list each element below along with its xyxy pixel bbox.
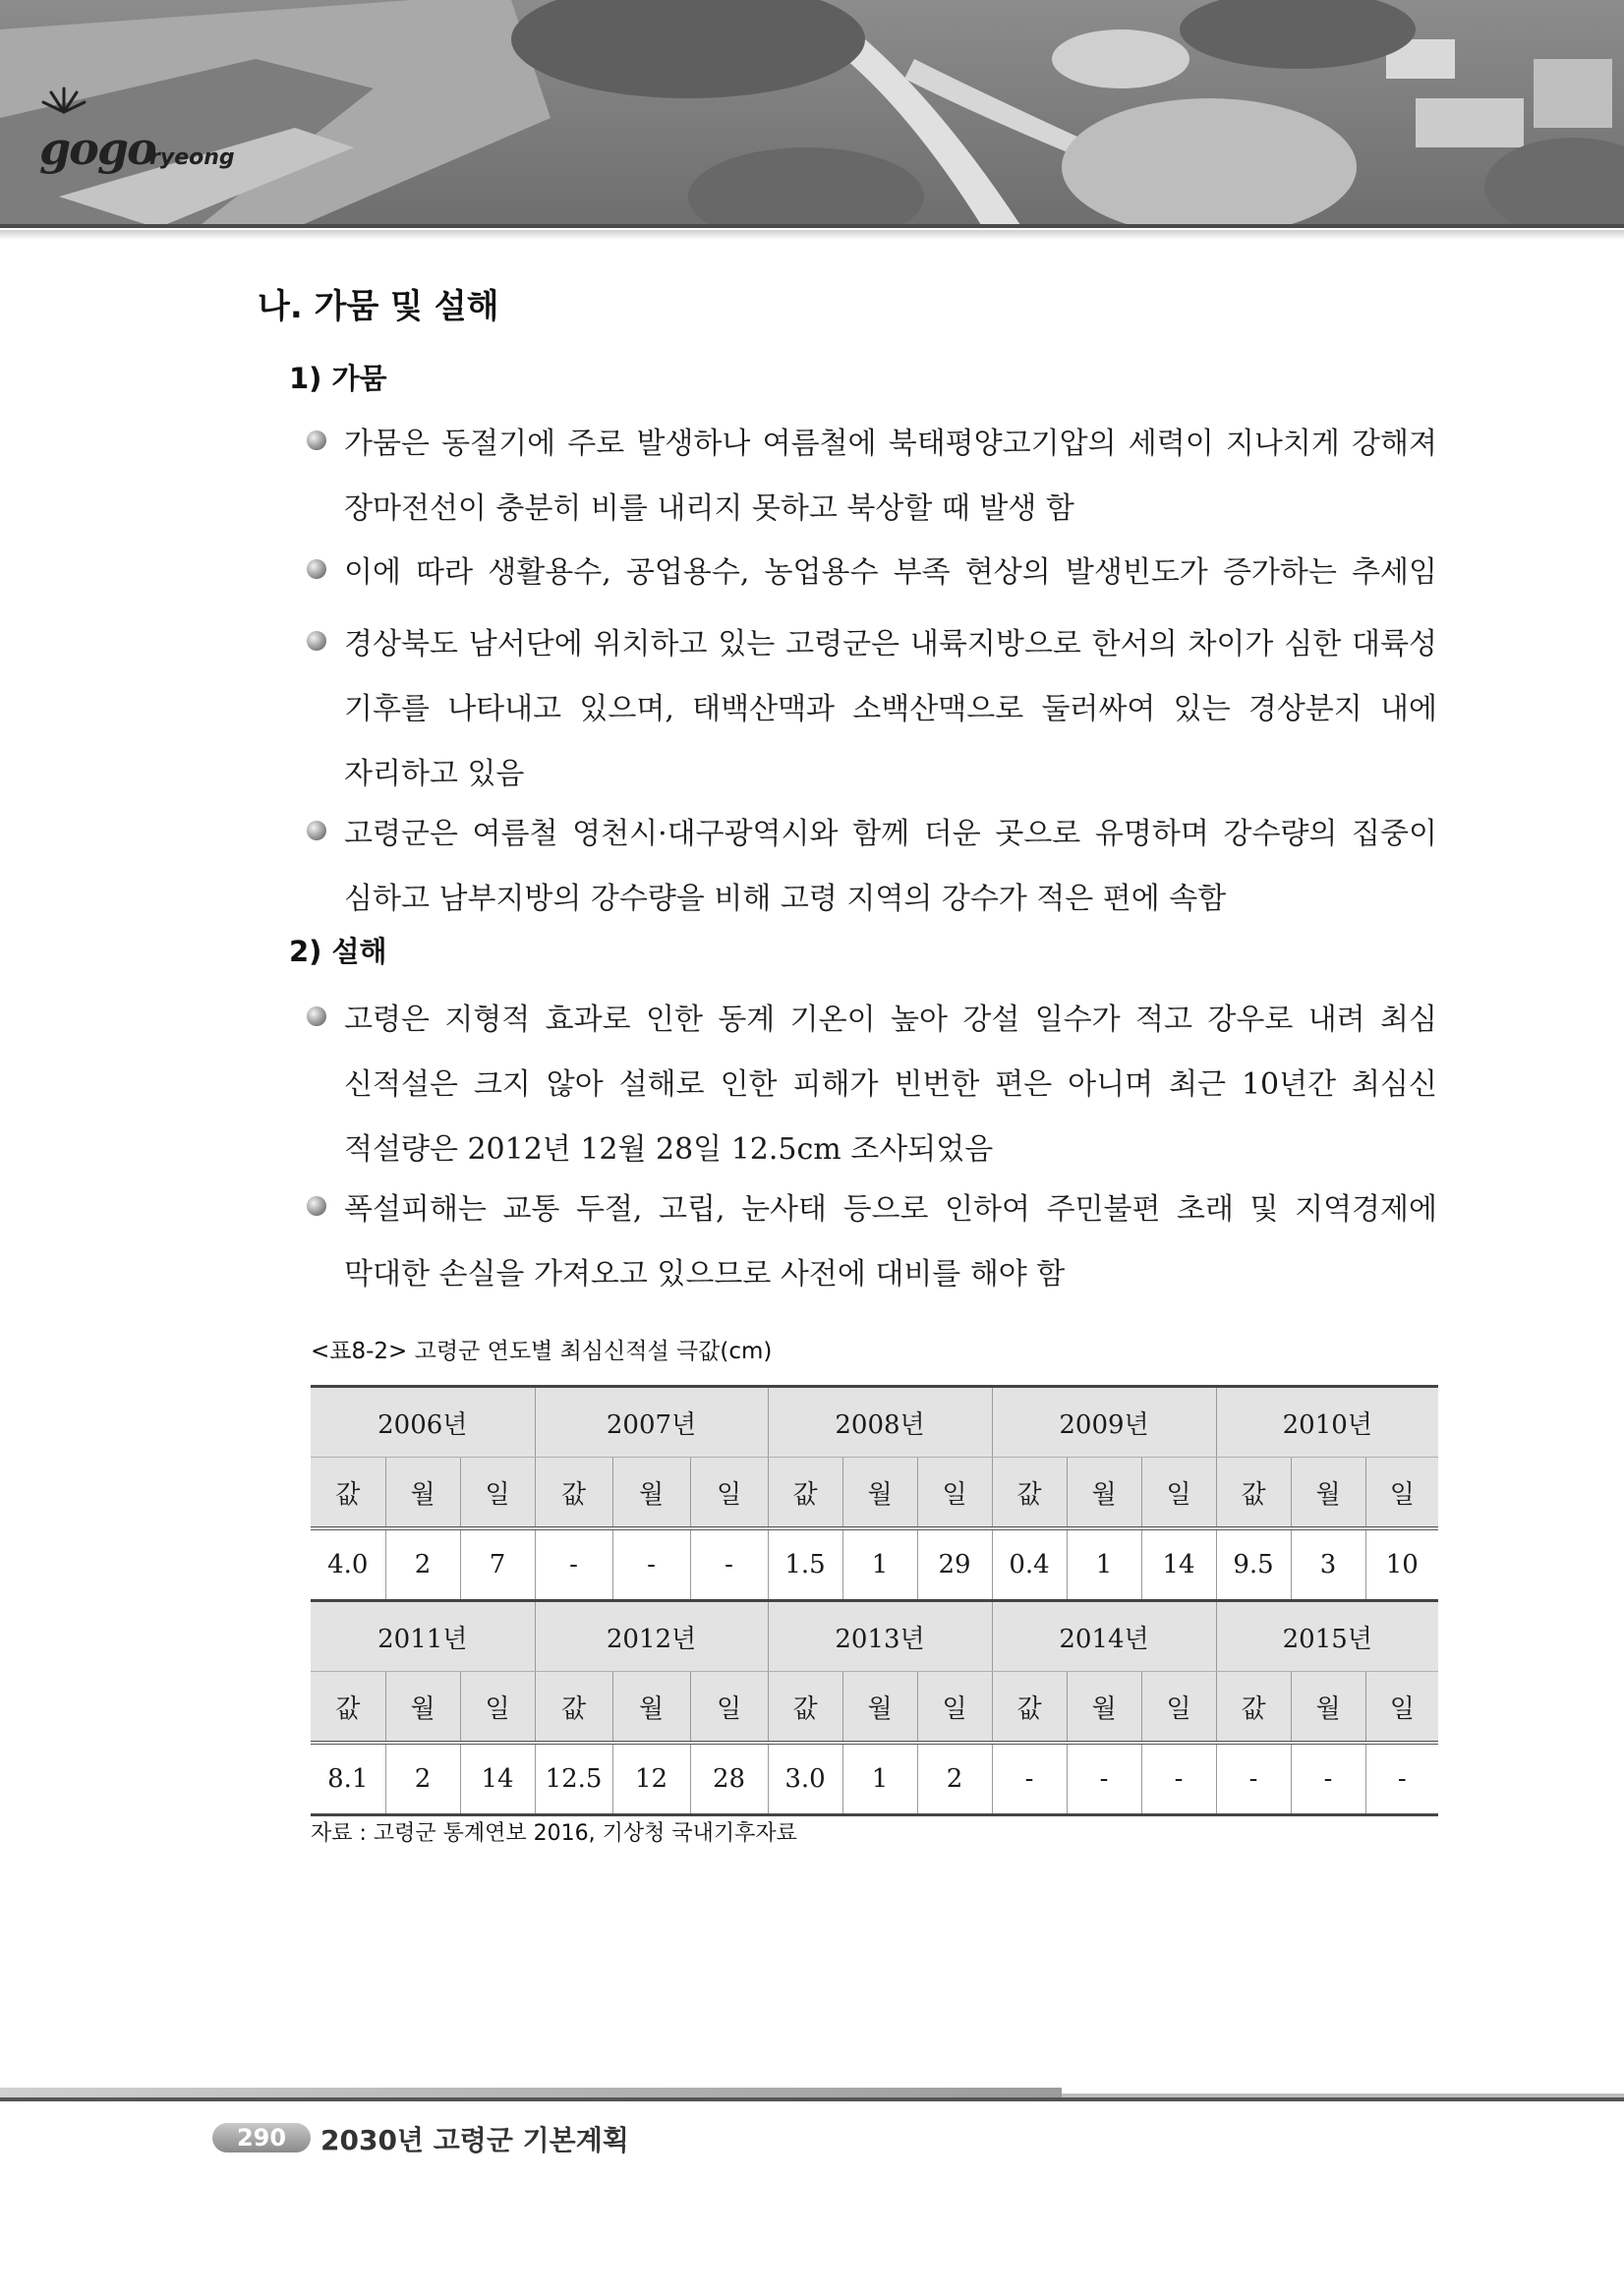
col-header-day: 일 <box>1365 1672 1438 1744</box>
table-year-row <box>311 1601 1438 1672</box>
table-cell: 8.1 <box>311 1743 385 1815</box>
table-header-row <box>311 1458 1438 1529</box>
bullet-text-line: 가뭄은 동절기에 주로 발생하나 여름철에 북태평양고기압의 세력이 지나치게 강해져 <box>344 427 1437 461</box>
col-header-day: 일 <box>460 1458 535 1529</box>
table-cell: 28 <box>690 1743 768 1815</box>
footer-bar <box>0 2088 1062 2097</box>
bullet-text-line: 신적설은 크지 않아 설해로 인한 피해가 빈번한 편은 아니며 최근 10년간 최심신 <box>344 1067 1437 1102</box>
table-cell: - <box>1216 1743 1291 1815</box>
table-cell: 1 <box>842 1528 917 1601</box>
table-cell: 1 <box>1067 1528 1141 1601</box>
table-year-row <box>311 1387 1438 1458</box>
year-cell: 2006년 <box>311 1387 535 1458</box>
footer-doc-title: 2030년 고령군 기본계획 <box>320 2124 629 2156</box>
header-shadow <box>0 230 1624 240</box>
page-number: 290 <box>212 2123 311 2152</box>
col-header-value: 값 <box>768 1458 842 1529</box>
footer-rule <box>0 2097 1624 2101</box>
year-cell: 2007년 <box>535 1387 768 1458</box>
table-cell: 1 <box>842 1743 917 1815</box>
table-cell: 9.5 <box>1216 1528 1291 1601</box>
bullet-text-line: 이에 따라 생활용수, 공업용수, 농업용수 부족 현상의 발생빈도가 증가하는 추세임 <box>344 555 1437 590</box>
table-cell: 10 <box>1365 1528 1438 1601</box>
col-header-value: 값 <box>535 1458 612 1529</box>
table-cell: - <box>1141 1743 1216 1815</box>
bullet-icon <box>307 559 326 579</box>
header-rule <box>0 224 1624 228</box>
table-cell: 2 <box>385 1743 460 1815</box>
year-cell: 2015년 <box>1216 1601 1438 1672</box>
subsection-title-snow: 2) 설해 <box>289 935 387 968</box>
col-header-day: 일 <box>690 1458 768 1529</box>
table-cell: 2 <box>917 1743 992 1815</box>
bullet-icon <box>307 1006 326 1026</box>
table-cell: - <box>1291 1743 1365 1815</box>
table-cell: 3 <box>1291 1528 1365 1601</box>
col-header-day: 일 <box>917 1458 992 1529</box>
bullet-text-line: 고령은 지형적 효과로 인한 동계 기온이 높아 강설 일수가 적고 강우로 내려 최심 <box>344 1003 1437 1037</box>
col-header-value: 값 <box>311 1458 385 1529</box>
table-source: 자료 : 고령군 통계연보 2016, 기상청 국내기후자료 <box>311 1821 797 1846</box>
logo-text: gogo <box>39 122 155 175</box>
table-cell: 29 <box>917 1528 992 1601</box>
table-cell: - <box>612 1528 690 1601</box>
col-header-month: 월 <box>842 1672 917 1744</box>
year-cell: 2010년 <box>1216 1387 1438 1458</box>
table-cell: 14 <box>1141 1528 1216 1601</box>
table-cell: - <box>1365 1743 1438 1815</box>
col-header-month: 월 <box>385 1672 460 1744</box>
header-banner <box>0 0 1624 228</box>
table-cell: 14 <box>460 1743 535 1815</box>
table-row <box>311 1743 1438 1815</box>
col-header-value: 값 <box>311 1672 385 1744</box>
col-header-day: 일 <box>1141 1672 1216 1744</box>
year-cell: 2012년 <box>535 1601 768 1672</box>
bullet-icon <box>307 430 326 450</box>
bullet-text-line: 기후를 나타내고 있으며, 태백산맥과 소백산맥으로 둘러싸여 있는 경상분지 내에 <box>344 692 1437 726</box>
year-cell: 2008년 <box>768 1387 992 1458</box>
footer-rule-tail <box>1062 2094 1624 2097</box>
table-row <box>311 1528 1438 1601</box>
sun-icon <box>39 83 88 122</box>
table-cell: - <box>690 1528 768 1601</box>
bullet-icon <box>307 1196 326 1216</box>
bullet-icon <box>307 821 326 840</box>
bullet-text-line: 자리하고 있음 <box>344 757 525 791</box>
col-header-day: 일 <box>460 1672 535 1744</box>
table-header-row <box>311 1672 1438 1744</box>
col-header-value: 값 <box>1216 1458 1291 1529</box>
col-header-month: 월 <box>612 1458 690 1529</box>
col-header-month: 월 <box>1291 1672 1365 1744</box>
gogo-goryeong-logo <box>39 83 246 191</box>
table-cell: 1.5 <box>768 1528 842 1601</box>
col-header-month: 월 <box>1067 1458 1141 1529</box>
table-cell: - <box>535 1528 612 1601</box>
col-header-month: 월 <box>612 1672 690 1744</box>
bullet-text-line: 막대한 손실을 가져오고 있으므로 사전에 대비를 해야 함 <box>344 1257 1066 1292</box>
table-cell: 4.0 <box>311 1528 385 1601</box>
section-title: 나. 가뭄 및 설해 <box>258 287 499 326</box>
year-cell: 2014년 <box>992 1601 1216 1672</box>
bullet-text-line: 적설량은 2012년 12월 28일 12.5cm 조사되었음 <box>344 1132 994 1167</box>
snow-depth-table <box>311 1385 1438 1816</box>
col-header-month: 월 <box>1291 1458 1365 1529</box>
col-header-value: 값 <box>768 1672 842 1744</box>
table-cell: 0.4 <box>992 1528 1067 1601</box>
subsection-title-drought: 1) 가뭄 <box>289 362 387 395</box>
col-header-day: 일 <box>917 1672 992 1744</box>
year-cell: 2009년 <box>992 1387 1216 1458</box>
col-header-day: 일 <box>1365 1458 1438 1529</box>
table-cell: 12.5 <box>535 1743 612 1815</box>
col-header-day: 일 <box>1141 1458 1216 1529</box>
bullet-text-line: 경상북도 남서단에 위치하고 있는 고령군은 내륙지방으로 한서의 차이가 심한 대륙성 <box>344 627 1437 661</box>
table-cell: - <box>992 1743 1067 1815</box>
col-header-month: 월 <box>842 1458 917 1529</box>
year-cell: 2011년 <box>311 1601 535 1672</box>
col-header-day: 일 <box>690 1672 768 1744</box>
bullet-text-line: 폭설피해는 교통 두절, 고립, 눈사태 등으로 인하여 주민불편 초래 및 지역경제에 <box>344 1192 1437 1227</box>
logo-subtext: ryeong <box>149 145 235 170</box>
table-cell: 12 <box>612 1743 690 1815</box>
table-cell: - <box>1067 1743 1141 1815</box>
col-header-value: 값 <box>1216 1672 1291 1744</box>
year-cell: 2013년 <box>768 1601 992 1672</box>
col-header-month: 월 <box>385 1458 460 1529</box>
col-header-value: 값 <box>992 1458 1067 1529</box>
table-cell: 7 <box>460 1528 535 1601</box>
table-cell: 2 <box>385 1528 460 1601</box>
table-caption: <표8-2> 고령군 연도별 최심신적설 극값(cm) <box>311 1339 773 1364</box>
bullet-text-line: 고령군은 여름철 영천시·대구광역시와 함께 더운 곳으로 유명하며 강수량의 집중이 <box>344 817 1437 851</box>
bullet-text-line: 심하고 남부지방의 강수량을 비해 고령 지역의 강수가 적은 편에 속함 <box>344 882 1227 916</box>
col-header-value: 값 <box>535 1672 612 1744</box>
col-header-value: 값 <box>992 1672 1067 1744</box>
bullet-text-line: 장마전선이 충분히 비를 내리지 못하고 북상할 때 발생 함 <box>344 491 1074 526</box>
col-header-month: 월 <box>1067 1672 1141 1744</box>
table-cell: 3.0 <box>768 1743 842 1815</box>
bullet-icon <box>307 631 326 651</box>
